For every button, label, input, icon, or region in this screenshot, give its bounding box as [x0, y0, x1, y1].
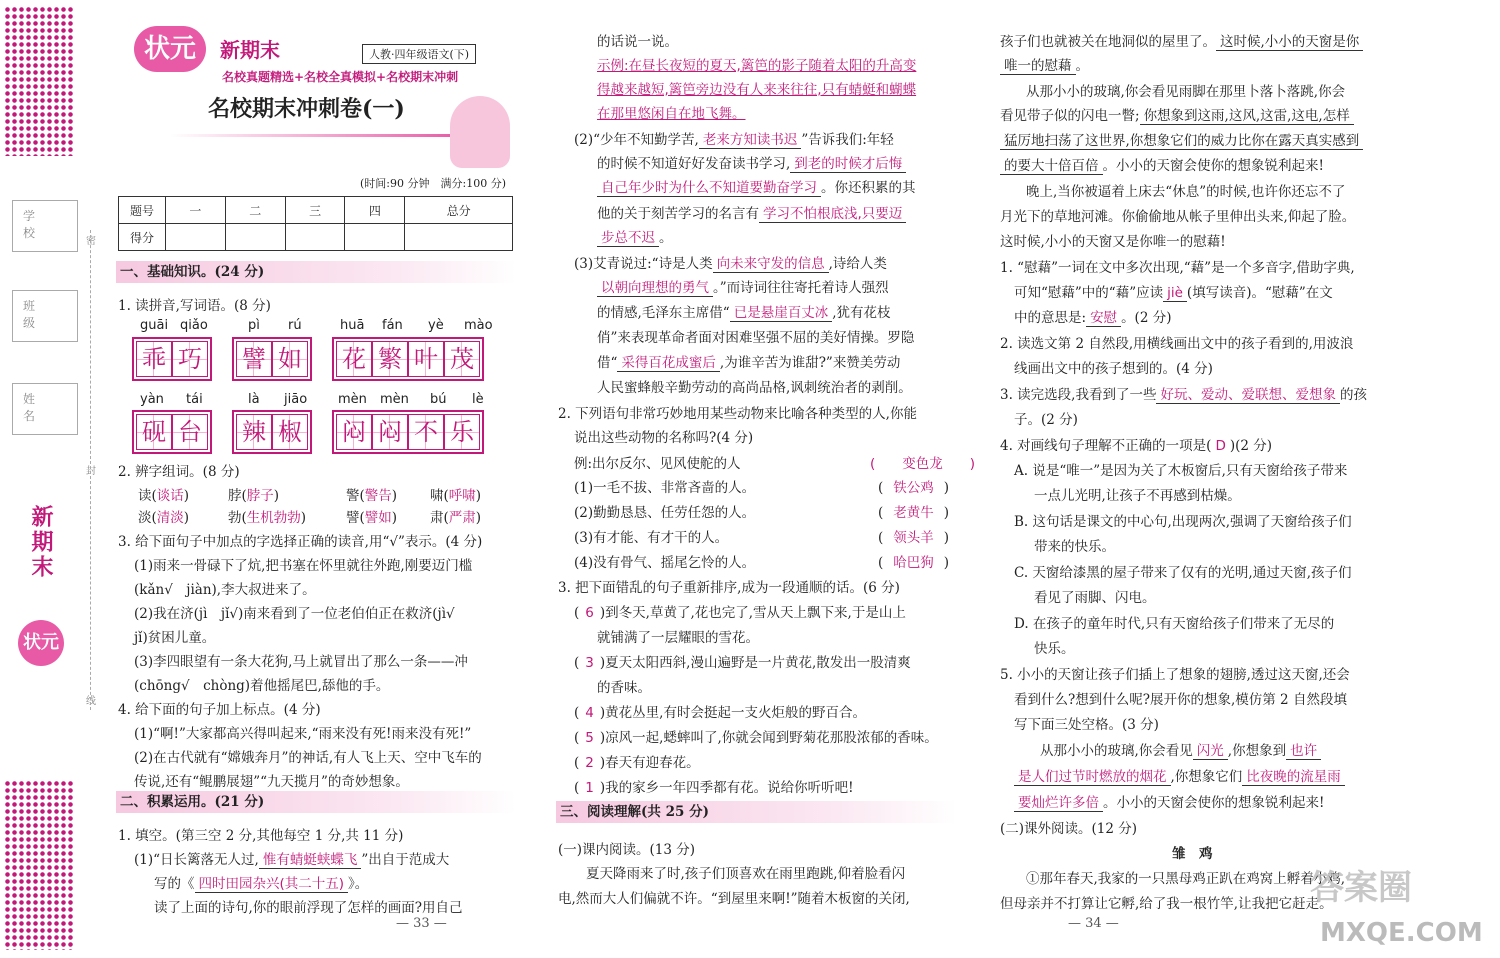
text-line: 是人们过节时燃放的烟花 ,你想象它们 比夜晚的流星雨 — [1014, 765, 1345, 786]
answer-line: ( 变色龙 ) — [870, 456, 976, 472]
pinyin: fán — [382, 318, 403, 333]
pinyin: mào — [464, 318, 493, 333]
title-underline — [170, 134, 460, 137]
pinyin: mèn — [338, 392, 367, 407]
char-box: 辣 — [236, 414, 272, 450]
text-line: 人民蜜蜂般辛勤劳动的高尚品格,讽刺统治者的剥削。 — [597, 380, 912, 396]
text-line: 电,然而大人们偏就不许。“到屋里来啊!”随着木板窗的关闭, — [558, 891, 910, 907]
order-item: ( 3 )夏天太阳西斜,漫山遍野是一片黄花,散发出一股清爽 — [574, 655, 911, 671]
score-head-cell: 总分 — [405, 197, 513, 224]
pinyin: tái — [186, 392, 203, 407]
dot-pattern-top — [4, 6, 74, 156]
text-line: 快乐。 — [1034, 641, 1075, 657]
grade-badge: 人教·四年级语文(下) — [362, 44, 476, 64]
text-line: 猛厉地扫荡了这世界,你想象它们的威力比你在露天真实感到 — [1000, 129, 1363, 150]
pinyin: qiǎo — [180, 318, 208, 333]
question-1-1: 1. 读拼音,写词语。(8 分) — [118, 298, 271, 314]
option-a: A. 说是“唯一”是因为关了木板窗后,只有天窗给孩子带来 — [1014, 463, 1348, 479]
text-line: 可知“慰藉”中的“藉”应读 jiè (填写读音)。“慰藉”在文 — [1014, 285, 1333, 301]
pinyin: yàn — [140, 392, 164, 407]
text-line: (2)我在济(jì jǐ√)南来看到了一位老伯伯正在救济(jì√ — [134, 606, 455, 622]
score-input-cell[interactable] — [285, 224, 345, 251]
seal-mark: 密 — [86, 236, 96, 247]
dot-pattern-bottom — [4, 780, 74, 950]
pinyin: bú — [430, 392, 447, 407]
text-line: 看到什么?想到什么呢?展开你的想象,模仿第 2 自然段填 — [1014, 692, 1347, 708]
pinyin: jiāo — [284, 392, 308, 407]
text-line: 子。(2 分) — [1014, 412, 1078, 428]
text-line: 夏天降雨来了时,孩子们顶喜欢在雨里跑跳,仰着脸看闪 — [586, 866, 906, 882]
exam-title: 名校期末冲刺卷(一) — [208, 96, 405, 122]
text-line: (1)“日长篱落无人过, 惟有蜻蜓蛱蝶飞 ”出自于范成大 — [134, 848, 449, 869]
order-item: ( 5 )凉风一起,蟋蟀叫了,你就会闻到野菊花那股浓郁的香味。 — [574, 730, 938, 746]
char-group — [132, 410, 212, 454]
section-1-heading: 一、基础知识。(24 分) — [116, 261, 516, 283]
char-box: 譬 — [236, 341, 272, 377]
text-line: (3)李四眼望有一条大花狗,马上就冒出了那么一条——冲 — [134, 654, 468, 670]
char-box: 砚 — [136, 414, 172, 450]
char-box: 乐 — [444, 414, 480, 450]
text-line: 写的《 四时田园杂兴(其二十五) 》。 — [154, 872, 368, 893]
text-line: (3)有才能、有才干的人。 — [574, 530, 729, 546]
text-line: 以朝向理想的勇气 。”而诗词往往寄托着诗人强烈 — [597, 276, 889, 297]
seal-mark: 封 — [86, 466, 96, 477]
score-row-label: 得分 — [119, 224, 166, 251]
char-box: 椒 — [272, 414, 308, 450]
pinyin: yè — [428, 318, 444, 333]
question-1-3: 3. 给下面句子中加点的字选择正确的读音,用“√”表示。(4 分) — [118, 534, 483, 550]
text-line: (2)在古代就有“嫦娥奔月”的神话,有人飞上天、空中飞车的 — [134, 750, 482, 766]
reading-2-heading: (二)课外阅读。(12 分) — [1000, 821, 1138, 837]
text-line: 一点儿光明,让孩子不再感到枯燥。 — [1034, 488, 1241, 504]
watermark-url: MXQE.COM — [1320, 918, 1483, 948]
word-pair: 读(谈话) — [138, 488, 190, 504]
text-line: 读了上面的诗句,你的眼前浮现了怎样的画面?用自己 — [154, 900, 463, 916]
text-line: 从那小小的玻璃,你会看见 闪光 ,你想象到 也许 — [1040, 739, 1321, 760]
option-b: B. 这句话是课文的中心句,出现两次,强调了天窗给孩子们 — [1014, 514, 1352, 530]
text-line: 这时候,小小的天窗又是你唯一的慰藉! — [1000, 234, 1226, 250]
text-line: ①那年春天,我家的一只黑母鸡正趴在鸡窝上孵着小鸡, — [1026, 871, 1346, 887]
school-box — [12, 200, 78, 252]
pinyin: guāi — [140, 318, 169, 333]
section-3-heading: 三、阅读理解(共 25 分) — [556, 801, 956, 823]
char-box: 如 — [272, 341, 308, 377]
text-line: 的时候不知道好好发奋读书学习, 到老的时候才后悔 — [597, 152, 906, 173]
option-c: C. 天窗给漆黑的屋子带来了仅有的光明,通过天窗,孩子们 — [1014, 565, 1352, 581]
score-head-cell: 题号 — [119, 197, 166, 224]
time-note: (时间:90 分钟 满分:100 分) — [360, 177, 506, 190]
answer-line: 在那里悠闲自在地飞舞。 — [597, 106, 746, 122]
pinyin: lè — [472, 392, 484, 407]
order-item: ( 4 )黄花丛里,有时会挺起一支火炬般的野百合。 — [574, 705, 866, 721]
score-input-cell[interactable] — [166, 224, 226, 251]
char-box: 巧 — [172, 341, 208, 377]
score-input-cell[interactable] — [405, 224, 513, 251]
cut-line — [90, 230, 91, 710]
slogan: 名校真题精选+名校全真模拟+名校期末冲刺 — [222, 70, 459, 84]
text-line: 写下面三处空格。(3 分) — [1014, 717, 1159, 733]
text-line: 的话说一说。 — [597, 34, 678, 50]
class-label: 班 级 — [23, 299, 46, 330]
question-1-4: 4. 给下面的句子加上标点。(4 分) — [118, 702, 321, 718]
text-line: 看见了雨脚、闪电。 — [1034, 590, 1156, 606]
word-pair: 啸(呼啸) — [430, 488, 482, 504]
score-head-cell: 四 — [345, 197, 405, 224]
text-line: 例:出尔反尔、见风使舵的人 — [574, 456, 741, 472]
text-line: 唯一的慰藉 。 — [1000, 54, 1089, 75]
char-group — [232, 410, 312, 454]
page-number: — 33 — — [396, 916, 447, 931]
seal-mark: 线 — [86, 696, 96, 707]
text-line: 传说,还有“鲲鹏展翅”“九天揽月”的奇妙想象。 — [134, 774, 409, 790]
word-pair: 警(警告) — [346, 488, 398, 504]
text-line: 看见带子似的闪电一瞥; 你想象到这雨,这风,这雷,这电,怎样 — [1000, 104, 1354, 125]
answer-line: ( 哈巴狗 ) — [878, 555, 950, 571]
text-line: 线画出文中的孩子想到的。(4 分) — [1014, 361, 1213, 377]
text-line: (1)雨来一骨碌下了炕,把书塞在怀里就往外跑,刚要迈门槛 — [134, 558, 473, 574]
char-box: 乖 — [136, 341, 172, 377]
logo-badge: 状元 — [18, 620, 64, 666]
char-box: 闷 — [336, 414, 372, 450]
text-line: 晚上,当你被逼着上床去“休息”的时候,也许你还忘不了 — [1026, 184, 1346, 200]
word-pair: 肃(严肃) — [430, 510, 482, 526]
char-group — [332, 337, 484, 381]
cartoon-mascot — [450, 96, 510, 168]
answer-line: ( 领头羊 ) — [878, 530, 950, 546]
score-head-cell: 一 — [166, 197, 226, 224]
text-line: 带来的快乐。 — [1034, 539, 1115, 555]
text-line: 但母亲并不打算让它孵,给了我一根竹竿,让我把它赶走。 — [1000, 896, 1333, 912]
text-line: 从那小小的玻璃,你会看见雨脚在那里卜落卜落跳,你会 — [1026, 84, 1346, 100]
score-input-cell[interactable] — [345, 224, 405, 251]
text-line: 说出这些动物的名称吗?(4 分) — [574, 430, 754, 446]
text-line: (3)艾青说过:“诗是人类 向未来守发的信息 ,诗给人类 — [574, 252, 887, 273]
text-line: (4)没有骨气、摇尾乞怜的人。 — [574, 555, 756, 571]
question-3-5: 5. 小小的天窗让孩子们插上了想象的翅膀,透过这天窗,还会 — [1000, 667, 1350, 683]
text-line: (1)“啊!”大家都高兴得叫起来,“雨来没有死!雨来没有死!” — [134, 726, 472, 742]
question-1-2: 2. 辨字组词。(8 分) — [118, 464, 240, 480]
answer-line: ( 铁公鸡 ) — [878, 480, 950, 496]
order-item: ( 2 )春天有迎春花。 — [574, 755, 700, 771]
text-line: (chōng√ chòng)着他摇尾巴,舔他的手。 — [134, 678, 390, 694]
word-pair: 勃(生机勃勃) — [228, 510, 307, 526]
score-input-cell[interactable] — [225, 224, 285, 251]
text-line: 中的意思是: 安慰 。(2 分) — [1014, 306, 1171, 327]
text-line: 就铺满了一层耀眼的雪花。 — [597, 630, 759, 646]
score-table — [118, 196, 513, 251]
text-line: 俏”来表现革命者面对困难坚强不屈的美好情操。罗隐 — [597, 330, 915, 346]
option-d: D. 在孩子的童年时代,只有天窗给孩子们带来了无尽的 — [1014, 616, 1335, 632]
text-line: 孩子们也就被关在地洞似的屋里了。 这时候,小小的天窗是你 — [1000, 30, 1363, 51]
text-line: (2)勤勤恳恳、任劳任怨的人。 — [574, 505, 756, 521]
reading-1-heading: (一)课内阅读。(13 分) — [558, 842, 696, 858]
word-pair: 脖(脖子) — [228, 488, 280, 504]
char-box: 繁 — [372, 341, 408, 377]
pinyin: là — [248, 392, 260, 407]
sidebar-brand: 新期末 — [28, 505, 54, 580]
char-group — [132, 337, 212, 381]
text-line: 自己年少时为什么不知道要勤奋学习 。你还积累的其 — [597, 176, 916, 197]
binding-sidebar — [0, 0, 96, 958]
question-2-2: 2. 下列语句非常巧妙地用某些动物来比喻各种类型的人,你能 — [558, 406, 917, 422]
word-pair: 譬(譬如) — [346, 510, 398, 526]
answer-line: ( 老黄牛 ) — [878, 505, 950, 521]
text-line: (kǎn√ jiàn),李大叔进来了。 — [134, 582, 316, 598]
answer-line: 示例:在昼长夜短的夏天,篱笆的影子随着太阳的升高变 — [597, 58, 917, 74]
score-head-cell: 二 — [225, 197, 285, 224]
text-line: 步总不迟 。 — [597, 226, 673, 247]
pinyin: pì — [248, 318, 260, 333]
text-line: (2)“少年不知勤学苦, 老来方知读书迟 ”告诉我们:年轻 — [574, 128, 894, 149]
text-line: 要灿烂许多倍 。小小的天窗会使你的想象锐利起来! — [1014, 791, 1324, 812]
pinyin: huā — [340, 318, 365, 333]
text-line: 的要大十倍百倍 。小小的天窗会使你的想象锐利起来! — [1000, 154, 1324, 175]
question-3-3: 3. 读完选段,我看到了一些 好玩、爱动、爱联想、爱想象 的孩 — [1000, 383, 1367, 404]
word-pair: 淡(清淡) — [138, 510, 190, 526]
question-3-4: 4. 对画线句子理解不正确的一项是( D )(2 分) — [1000, 438, 1273, 454]
text-line: 他的关于刻苦学习的名言有 学习不怕根底浅,只要迈 — [597, 202, 906, 223]
brand-name: 新期末 — [220, 38, 280, 62]
char-box: 台 — [172, 414, 208, 450]
text-line: 的香味。 — [597, 680, 651, 696]
char-box: 不 — [408, 414, 444, 450]
pinyin: rú — [288, 318, 302, 333]
school-label: 学 校 — [23, 209, 46, 240]
passage-title: 雏 鸡 — [1172, 846, 1213, 862]
name-label: 姓 名 — [23, 392, 46, 423]
order-item: ( 6 )到冬天,草黄了,花也完了,雪从天上飘下来,于是山上 — [574, 605, 906, 621]
char-box: 花 — [336, 341, 372, 377]
brand-logo: 状元 — [134, 26, 206, 72]
text-line: 借“ 采得百花成蜜后 ,为谁辛苦为谁甜?”来赞美劳动 — [597, 351, 900, 372]
question-3-1: 1. “慰藉”一词在文中多次出现,“藉”是一个多音字,借助字典, — [1000, 260, 1355, 276]
char-box: 闷 — [372, 414, 408, 450]
text-line: jǐ)贫困儿童。 — [134, 630, 216, 646]
text-line: 的情感,毛泽东主席借“ 已是悬崖百丈冰 ,犹有花枝 — [597, 301, 891, 322]
page-number: — 34 — — [1068, 916, 1119, 931]
question-2-1: 1. 填空。(第三空 2 分,其他每空 1 分,共 11 分) — [118, 828, 404, 844]
char-box: 茂 — [444, 341, 480, 377]
name-box — [12, 383, 78, 435]
text-line: 月光下的草地河滩。你偷偷地从帐子里伸出头来,仰起了脸。 — [1000, 209, 1356, 225]
section-2-heading: 二、积累运用。(21 分) — [116, 791, 516, 813]
text-line: (1)一毛不拔、非常吝啬的人。 — [574, 480, 756, 496]
char-group — [332, 410, 484, 454]
order-item: ( 1 )我的家乡一年四季都有花。说给你听听吧! — [574, 780, 854, 796]
question-2-3: 3. 把下面错乱的句子重新排序,成为一段通顺的话。(6 分) — [558, 580, 900, 596]
watermark-logo: 答案圈 — [1310, 868, 1412, 908]
score-head-cell: 三 — [285, 197, 345, 224]
char-box: 叶 — [408, 341, 444, 377]
answer-line: 得越来越短,篱笆旁边没有人来来往往,只有蜻蜓和蝴蝶 — [597, 82, 917, 98]
pinyin: mèn — [380, 392, 409, 407]
question-3-2: 2. 读选文第 2 自然段,用横线画出文中的孩子看到的,用波浪 — [1000, 336, 1354, 352]
class-box — [12, 290, 78, 342]
char-group — [232, 337, 312, 381]
